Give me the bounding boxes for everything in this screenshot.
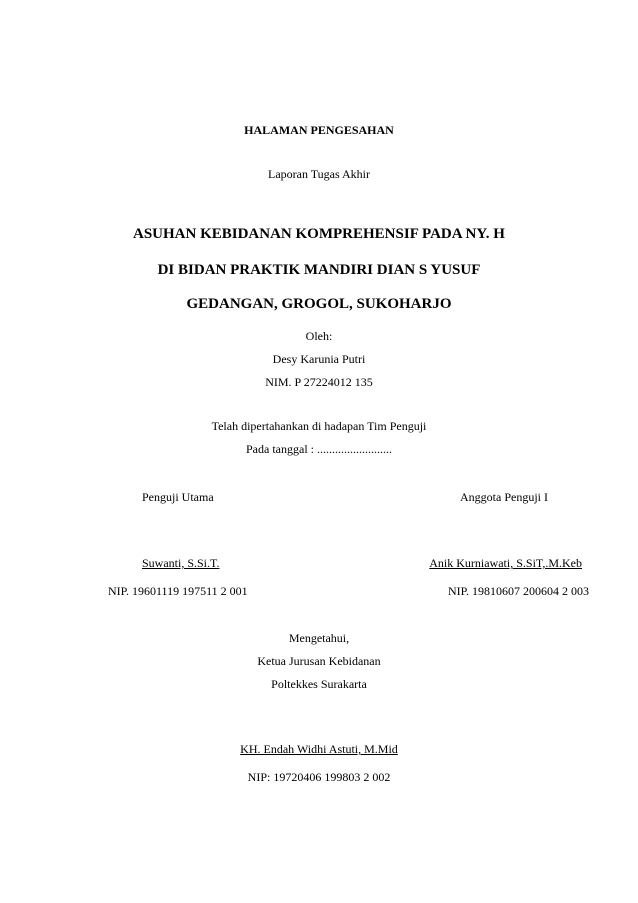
- page-title: HALAMAN PENGESAHAN: [244, 123, 394, 137]
- approver-name: KH. Endah Widhi Astuti, M.Mid: [240, 742, 398, 756]
- main-examiner-name: Suwanti, S.Si.T.: [142, 556, 220, 570]
- approval-acknowledged: Mengetahui,: [288, 631, 350, 645]
- defense-date: Pada tanggal : .........................: [246, 442, 392, 456]
- author-nim: NIM. P 27224012 135: [265, 375, 373, 389]
- approval-institution: Poltekkes Surakarta: [271, 677, 367, 691]
- author-name: Desy Karunia Putri: [272, 352, 366, 366]
- approval-position: Ketua Jurusan Kebidanan: [257, 654, 381, 668]
- report-title-line-2: DI BIDAN PRAKTIK MANDIRI DIAN S YUSUF: [157, 262, 481, 278]
- member-examiner-role: Anggota Penguji I: [460, 490, 548, 504]
- defense-statement: Telah dipertahankan di hadapan Tim Penguji: [211, 419, 427, 433]
- report-title-line-3: GEDANGAN, GROGOL, SUKOHARJO: [186, 296, 452, 312]
- member-examiner-name: Anik Kurniawati, S.SiT,.M.Keb: [429, 556, 582, 570]
- document-type: Laporan Tugas Akhir: [268, 167, 370, 181]
- report-title-line-1: ASUHAN KEBIDANAN KOMPREHENSIF PADA NY. H: [133, 226, 505, 242]
- main-examiner-role: Penguji Utama: [142, 490, 214, 504]
- approver-nip: NIP: 19720406 199803 2 002: [247, 770, 391, 784]
- member-examiner-nip: NIP. 19810607 200604 2 003: [447, 584, 589, 598]
- main-examiner-nip: NIP. 19601119 197511 2 001: [108, 584, 248, 598]
- author-by-label: Oleh:: [305, 329, 333, 343]
